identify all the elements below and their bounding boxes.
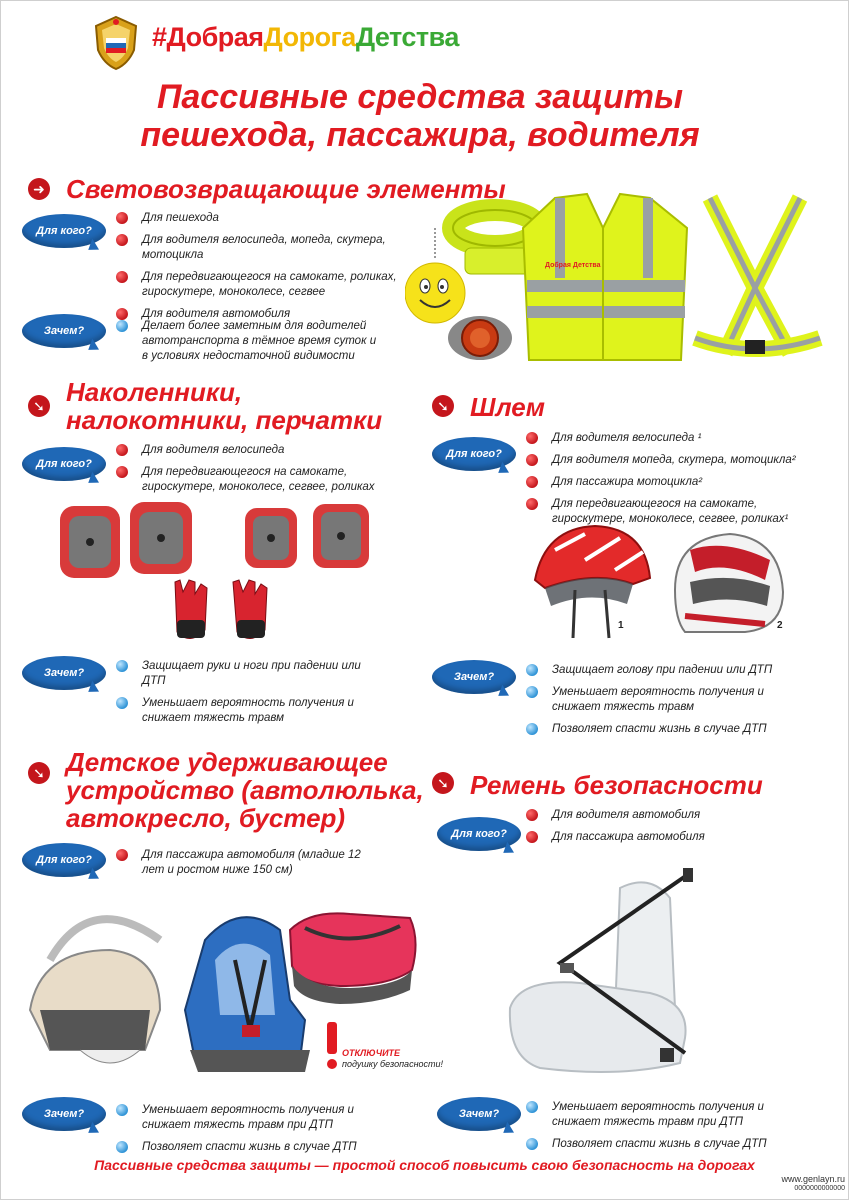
list-item: Для пассажира автомобиля (младше 12 лет и ростом ниже 150 см)	[114, 848, 374, 878]
knee-pad-icon	[60, 502, 192, 578]
reflective-why-list	[114, 319, 384, 371]
infant-carrier-icon	[30, 919, 160, 1063]
list-item: Для пассажира мотоцикла²	[524, 475, 814, 490]
car-seat-belt-icon	[510, 868, 693, 1072]
list-item: Уменьшает вероятность получения и снижает тяжесть травм	[114, 696, 364, 726]
seatbelt-title: Ремень безопасности	[470, 770, 763, 800]
pads-gloves-illustration	[55, 502, 385, 650]
bicycle-helmet-icon	[535, 526, 650, 638]
reflective-items-illustration	[405, 188, 845, 373]
for-whom-bubble: Для кого?	[432, 437, 516, 471]
page-title-line-2: пешехода, пассажира, водителя	[140, 116, 700, 154]
red-reflector-icon	[448, 316, 512, 360]
seatbelt-why-list	[524, 1100, 774, 1159]
list-item: Уменьшает вероятность получения и снижает тяжесть травм при ДТП	[114, 1103, 364, 1133]
child-seat-title	[66, 748, 424, 832]
reflective-for-whom-list	[114, 211, 404, 329]
arrow-down-right-icon: ➘	[28, 762, 50, 784]
pads-why-list	[114, 659, 364, 733]
list-item: Для водителя велосипеда, мопеда, скутера, мотоцикла	[114, 233, 404, 263]
seatbelt-illustration	[500, 868, 730, 1088]
list-item: Для передвигающегося на самокате, гироскутере, моноколесе, сегвее, роликах¹	[524, 497, 814, 527]
list-item: Для водителя автомобиля	[524, 808, 784, 823]
hashtag-logo	[152, 22, 459, 53]
why-bubble: Зачем?	[432, 660, 516, 694]
booster-seat-icon	[290, 913, 416, 1004]
list-item: Для передвигающегося на самокате, гироскутере, моноколесе, сегвее, роликах	[114, 465, 404, 495]
helmet-why-list	[524, 663, 774, 744]
reflective-title: Световозвращающие элементы	[66, 174, 506, 204]
elbow-pad-icon	[245, 504, 369, 568]
child-seat-title-line-3: автокресло, бустер)	[66, 803, 346, 833]
traffic-police-emblem	[88, 14, 144, 72]
why-bubble: Зачем?	[437, 1097, 521, 1131]
why-bubble: Зачем?	[22, 314, 106, 348]
hashtag-part-2: Дорога	[263, 22, 356, 52]
safety-vest-icon	[523, 194, 687, 360]
list-item: Позволяет спасти жизнь в случае ДТП	[524, 722, 774, 737]
child-seat-why-list	[114, 1103, 364, 1162]
list-item: Для водителя мопеда, скутера, мотоцикла²	[524, 453, 814, 468]
footer-code: 0000000000000	[794, 1185, 845, 1192]
list-item: Для пешехода	[114, 211, 404, 226]
page-title	[60, 78, 780, 154]
list-item: Делает более заметным для водителей автотранспорта в тёмное время суток и в условиях недостаточной видимости	[114, 319, 384, 364]
pads-title	[66, 378, 382, 434]
for-whom-bubble: Для кого?	[22, 843, 106, 877]
glove-icon	[175, 580, 267, 639]
footer-slogan: Пассивные средства защиты — простой способ повысить свою безопасность на дорогах	[94, 1157, 755, 1173]
helmets-illustration	[525, 520, 805, 640]
list-item: Позволяет спасти жизнь в случае ДТП	[524, 1137, 774, 1152]
why-bubble: Зачем?	[22, 656, 106, 690]
arrow-down-right-icon: ➘	[432, 395, 454, 417]
hashtag-part-3: Детства	[355, 22, 459, 52]
for-whom-bubble: Для кого?	[22, 214, 106, 248]
airbag-warning-line-1: ОТКЛЮЧИТЕ	[342, 1048, 401, 1058]
list-item: Уменьшает вероятность получения и снижает тяжесть травм	[524, 685, 774, 715]
page-title-line-1: Пассивные средства защиты	[156, 78, 684, 116]
why-bubble: Зачем?	[22, 1097, 106, 1131]
for-whom-bubble: Для кого?	[22, 447, 106, 481]
exclamation-icon	[327, 1022, 337, 1069]
motorcycle-helmet-icon	[675, 534, 783, 632]
list-item: Уменьшает вероятность получения и снижает тяжесть травм при ДТП	[524, 1100, 774, 1130]
child-seat-title-line-1: Детское удерживающее	[66, 747, 388, 777]
pads-title-line-1: Наколенники,	[66, 377, 243, 407]
airbag-warning	[342, 1048, 482, 1070]
list-item: Для водителя велосипеда	[114, 443, 404, 458]
list-item: Для передвигающегося на самокате, роликах, гироскутере, моноколесе, сегвее	[114, 270, 404, 300]
child-seat-title-line-2: устройство (автолюлька,	[66, 775, 424, 805]
arrow-down-right-icon: ➘	[432, 772, 454, 794]
helmet-title: Шлем	[470, 392, 545, 422]
helmet-label-2: 2	[777, 620, 783, 631]
child-seats-illustration	[20, 900, 480, 1078]
list-item: Для водителя автомобиля	[114, 307, 404, 322]
list-item: Для пассажира автомобиля	[524, 830, 784, 845]
list-item: Позволяет спасти жизнь в случае ДТП	[114, 1140, 364, 1155]
airbag-warning-line-2: подушку безопасности!	[342, 1059, 444, 1069]
helmet-for-whom-list	[524, 431, 814, 534]
vest-logo: Добрая Детства	[545, 262, 601, 269]
for-whom-bubble: Для кого?	[437, 817, 521, 851]
arrow-right-icon: ➜	[28, 178, 50, 200]
arrow-down-right-icon: ➘	[28, 395, 50, 417]
list-item: Защищает голову при падении или ДТП	[524, 663, 774, 678]
helmet-label-1: 1	[618, 620, 624, 631]
seatbelt-for-whom-list	[524, 808, 784, 852]
list-item: Защищает руки и ноги при падении или ДТП	[114, 659, 364, 689]
hashtag-part-1: #Добрая	[152, 22, 264, 52]
child-seat-for-whom-list	[114, 848, 374, 885]
reflective-harness-icon	[695, 198, 820, 354]
pads-title-line-2: налокотники, перчатки	[66, 405, 383, 435]
pads-for-whom-list	[114, 443, 404, 502]
footer-site: www.genlayn.ru	[781, 1174, 845, 1184]
list-item: Для водителя велосипеда ¹	[524, 431, 814, 446]
